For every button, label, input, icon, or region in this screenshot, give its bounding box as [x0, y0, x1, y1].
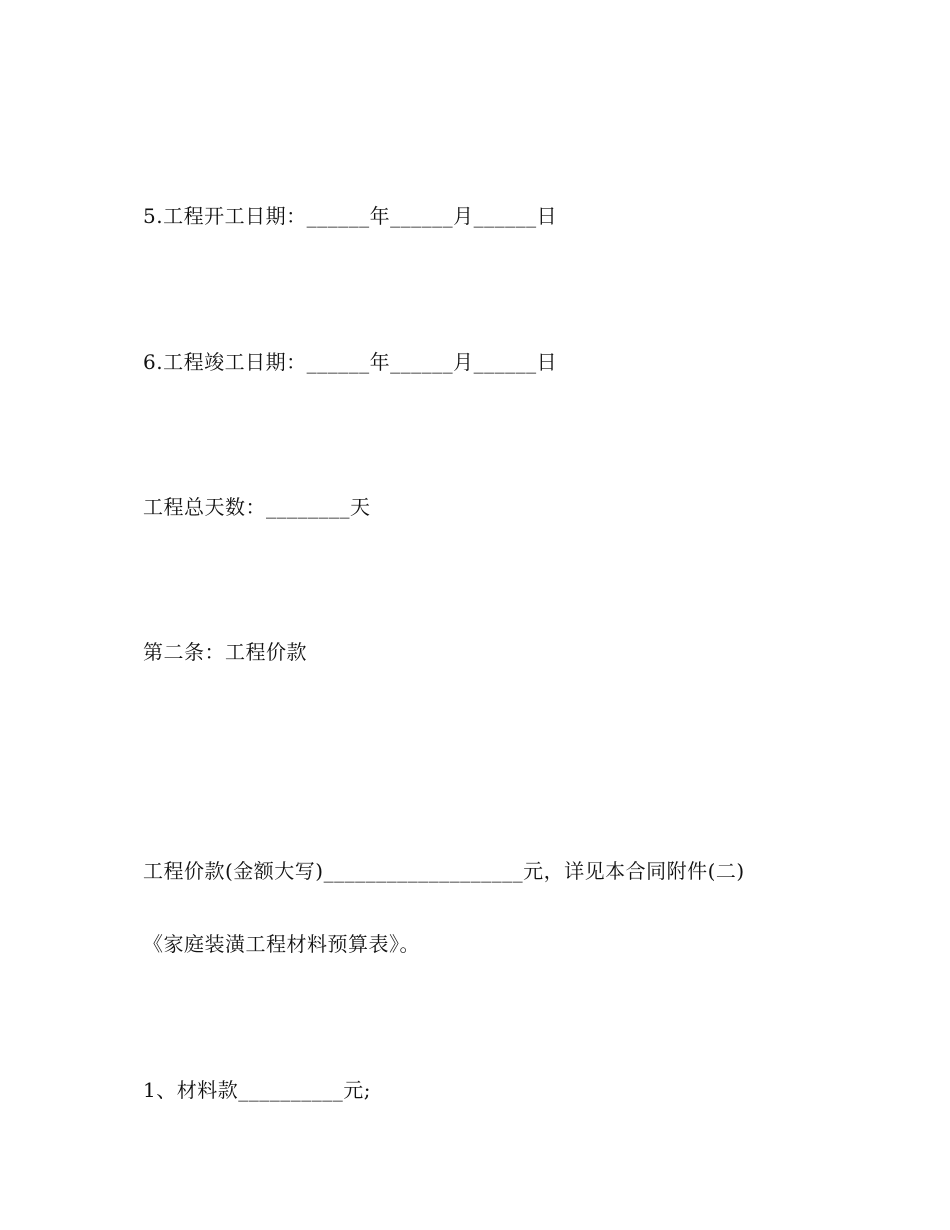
- material-cost-line: 1、材料款__________元;: [143, 1078, 371, 1102]
- section-heading-price: 第二条：工程价款: [143, 640, 307, 664]
- budget-table-reference: 《家庭装潢工程材料预算表》。: [143, 932, 420, 956]
- price-amount-line: 工程价款(金额大写)___________________元，详见本合同附件(二): [143, 859, 745, 883]
- start-date-line: 5.工程开工日期：______年______月______日: [143, 204, 558, 228]
- total-days-line: 工程总天数：________天: [143, 495, 371, 519]
- completion-date-line: 6.工程竣工日期：______年______月______日: [143, 350, 558, 374]
